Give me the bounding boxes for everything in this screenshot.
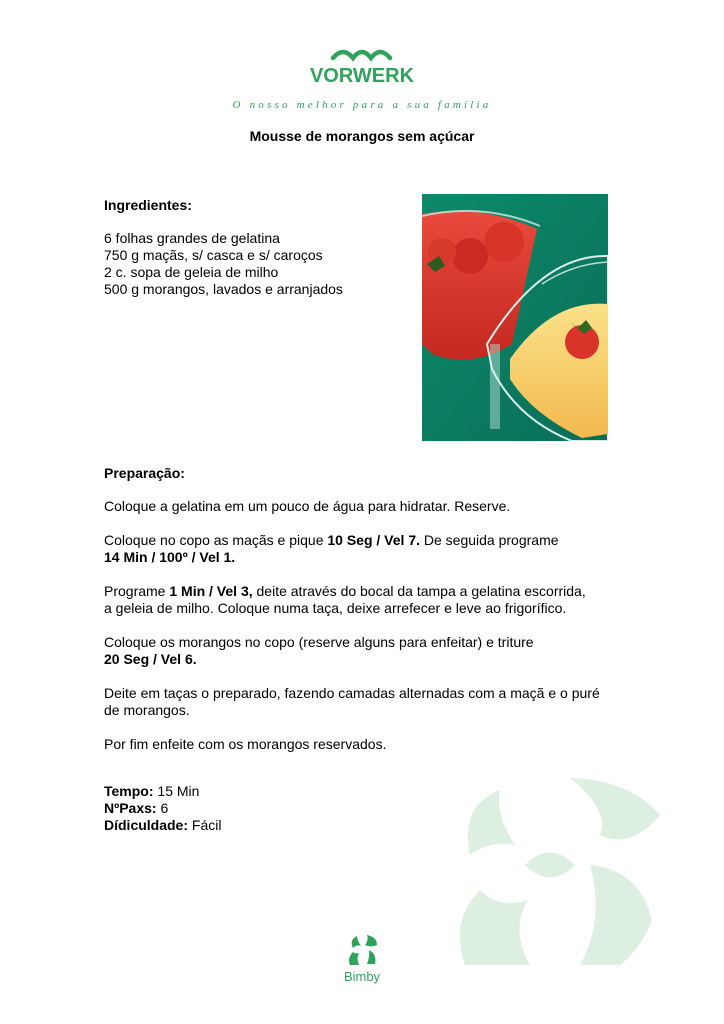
bimby-flower-icon <box>345 934 379 966</box>
ingredients-heading: Ingredientes: <box>104 197 192 213</box>
bimby-logo <box>336 934 388 986</box>
ingredient-item: 2 c. sopa de geleia de milho <box>104 264 279 280</box>
recipe-title: Mousse de morangos sem açúcar <box>249 128 475 144</box>
preparation-heading: Preparação: <box>104 465 185 481</box>
info-servings: NºPaxs: 6 <box>104 800 169 816</box>
svg-text:VORWERK: VORWERK <box>309 65 415 87</box>
ingredients-list <box>104 230 343 298</box>
preparation-step: Programe 1 Min / Vel 3, deite através do bocal da tampa a gelatina escorrida, a geleia de milho. Coloque numa taça, deixe arrefecer e leve ao frigorífico. <box>104 583 586 616</box>
preparation-step: Coloque no copo as maçãs e pique 10 Seg / Vel 7. De seguida programe 14 Min / 100º / Vel 1. <box>104 532 559 565</box>
tagline: O nosso melhor para a sua família <box>232 99 492 111</box>
bimby-watermark-icon <box>440 770 670 970</box>
bimby-label: Bimby <box>343 969 381 984</box>
recipe-photo <box>422 194 608 441</box>
ingredient-item: 750 g maçãs, s/ casca e s/ caroços <box>104 247 323 263</box>
ingredient-item: 500 g morangos, lavados e arranjados <box>104 281 343 297</box>
ingredient-item: 6 folhas grandes de gelatina <box>104 230 280 246</box>
info-time: Tempo: 15 Min <box>104 783 200 799</box>
preparation-step: Coloque a gelatina em um pouco de água para hidratar. Reserve. <box>104 498 511 514</box>
preparation-step: Por fim enfeite com os morangos reservados. <box>104 736 387 752</box>
preparation-steps <box>104 498 624 770</box>
recipe-info <box>104 783 221 834</box>
info-difficulty: Dídiculdade: Fácil <box>104 817 222 833</box>
vorwerk-logo <box>303 44 421 88</box>
preparation-step: Deite em taças o preparado, fazendo camadas alternadas com a maçã e o puré de morangos. <box>104 685 600 718</box>
preparation-step: Coloque os morangos no copo (reserve alguns para enfeitar) e triture 20 Seg / Vel 6. <box>104 634 534 667</box>
